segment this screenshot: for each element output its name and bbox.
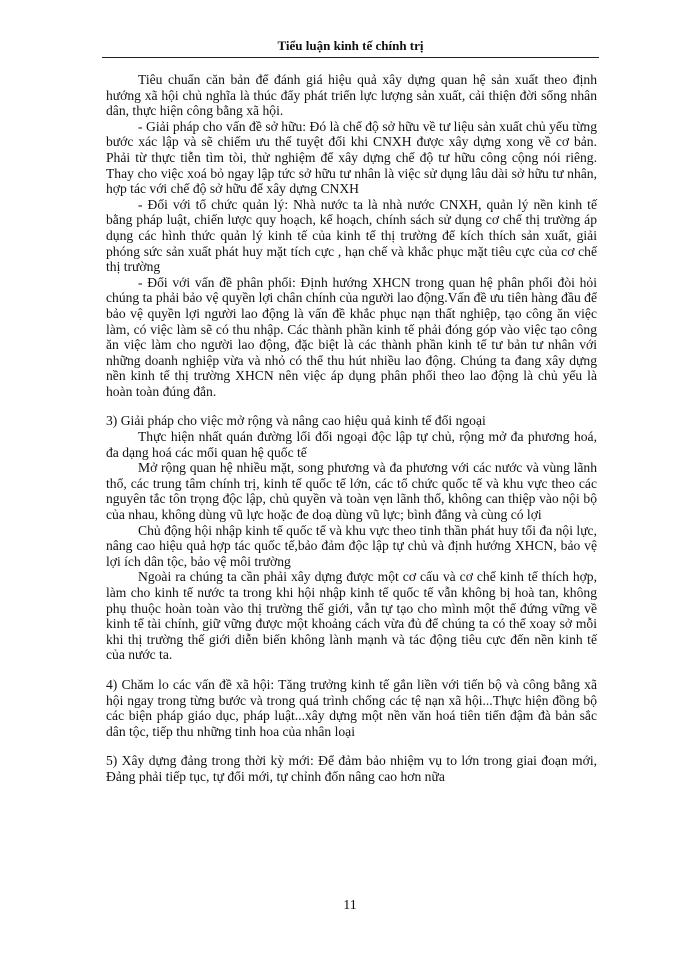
paragraph: - Đối với tổ chức quản lý: Nhà nước ta là nhà nước CNXH, quản lý nền kinh tế bằng pháp luật, chiến lược quy hoạch, kế hoạch, chính sách sử dụng cơ chế thị trường áp dụng các hình thức quản lý kinh tế của kinh tế thị trường để kích thích sản xuất, giải phóng sức sản xuất phát huy mặt tích cực , hạn chế và khắc phục mặt tiêu cực của cơ chế thị trường: [106, 196, 597, 275]
page-header: Tiểu luận kinh tế chính trị: [277, 38, 424, 53]
paragraph: Mở rộng quan hệ nhiều mặt, song phương và đa phương với các nước và vùng lãnh thổ, các trung tâm chính trị, kinh tế quốc tế lớn, các tổ chức quốc tế và khu vực theo các nguyên tắc tôn trọng độc lập, chủ quyền và toàn vẹn lãnh thổ, không can thiệp vào nội bộ của nhau, không dùng vũ lực hoặc đe doạ dùng vũ lực; bình đẳng và cùng có lợi: [106, 460, 597, 523]
section-paragraph: 5) Xây dựng đảng trong thời kỳ mới: Để đảm bảo nhiệm vụ to lớn trong giai đoạn mới, Đảng phải tiếp tục, tự đổi mới, tự chỉnh đốn nâng cao hơn nữa: [106, 753, 597, 784]
paragraph: - Đối với vấn đề phân phối: Định hướng XHCN trong quan hệ phân phối đòi hỏi chúng ta phải bảo vệ quyền lợi chân chính của người lao động.Vấn đề ưu tiên hàng đầu để bảo vệ quyền lợi người lao động là vấn đề khắc phục nạn thất nghiệp, tạo công ăn việc làm, có việc làm sẽ có thu nhập. Các thành phần kinh tế phải đóng góp vào việc tạo công ăn việc làm cho người lao động, đặc biệt là các thành phần kinh tế tư bản tư nhân với những doanh nghiệp vừa và nhỏ có thể thu hút nhiều lao động. Chúng ta đang xây dựng nền kinh tế thị trường XHCN nên việc áp dụng phân phối theo lao động là chủ yếu là hoàn toàn đúng đắn.: [106, 274, 597, 399]
paragraph: Chủ động hội nhập kinh tế quốc tế và khu vực theo tinh thần phát huy tối đa nội lực, nâng cao hiệu quả hợp tác quốc tế,bảo đảm độc lập tự chủ và định hướng XHCN, bảo vệ lợi ích dân tộc, bảo vệ môi trường: [106, 522, 597, 569]
paragraph: Ngoài ra chúng ta cần phải xây dựng được một cơ cấu và cơ chế kinh tế thích hợp, làm cho kinh tế nước ta trong khi hội nhập kinh tế quốc tế vẫn không bị hoà tan, không phụ thuộc hoàn toàn vào thị trường thế giới, vẫn tự tạo cho mình một thế đứng vững về kinh tế tài chính, giữ vững được một khoảng cách vừa đủ để chúng ta có thể xoay sở mỗi khi thị trường thế giới diễn biến không lành mạnh và tác động tiêu cực đến nền kinh tế của nước ta.: [106, 569, 597, 663]
section-heading: 3) Giải pháp cho việc mở rộng và nâng cao hiệu quả kinh tế đối ngoại: [106, 413, 486, 429]
paragraph: - Giải pháp cho vấn đề sở hữu: Đó là chế độ sở hữu về tư liệu sản xuất chủ yếu từng bước xác lập và sẽ chiếm ưu thế tuyệt đối khi CNXH được xây dựng xong về cơ bản. Phải từ thực tiễn tìm tòi, thử nghiệm để xây dựng chế độ tư hữu công cộng nói riêng. Thay cho việc xoá bỏ ngay lập tức sở hữu tư nhân là việc sử dụng lâu dài sở hữu tư nhân, hợp tác với chế độ sở hữu để xây dựng CNXH: [106, 118, 597, 197]
page-number: 11: [343, 898, 357, 913]
paragraph: Tiêu chuẩn căn bản để đánh giá hiệu quả xây dựng quan hệ sản xuất theo định hướng xã hội chủ nghĩa là thúc đẩy phát triển lực lượng sản xuất, cải thiện đời sống nhân dân, thực hiện công bằng xã hội.: [106, 72, 597, 119]
document-body: [106, 72, 597, 785]
section-paragraph: 4) Chăm lo các vấn đề xã hội: Tăng trưởng kinh tế gắn liền với tiến bộ và công bằng xã hội ngay trong từng bước và trong quá trình chống các tệ nạn xã hội...Thực hiện đồng bộ các biện pháp giáo dục, pháp luật...xây dựng một nền văn hoá tiên tiến đậm đà bản sắc dân tộc, tiếp thu những tinh hoa của nhân loại: [106, 676, 597, 739]
header-rule: [102, 57, 599, 58]
paragraph: Thực hiện nhất quán đường lối đối ngoại độc lập tự chủ, rộng mở đa phương hoá, đa dạng hoá các mối quan hệ quốc tế: [106, 429, 597, 460]
